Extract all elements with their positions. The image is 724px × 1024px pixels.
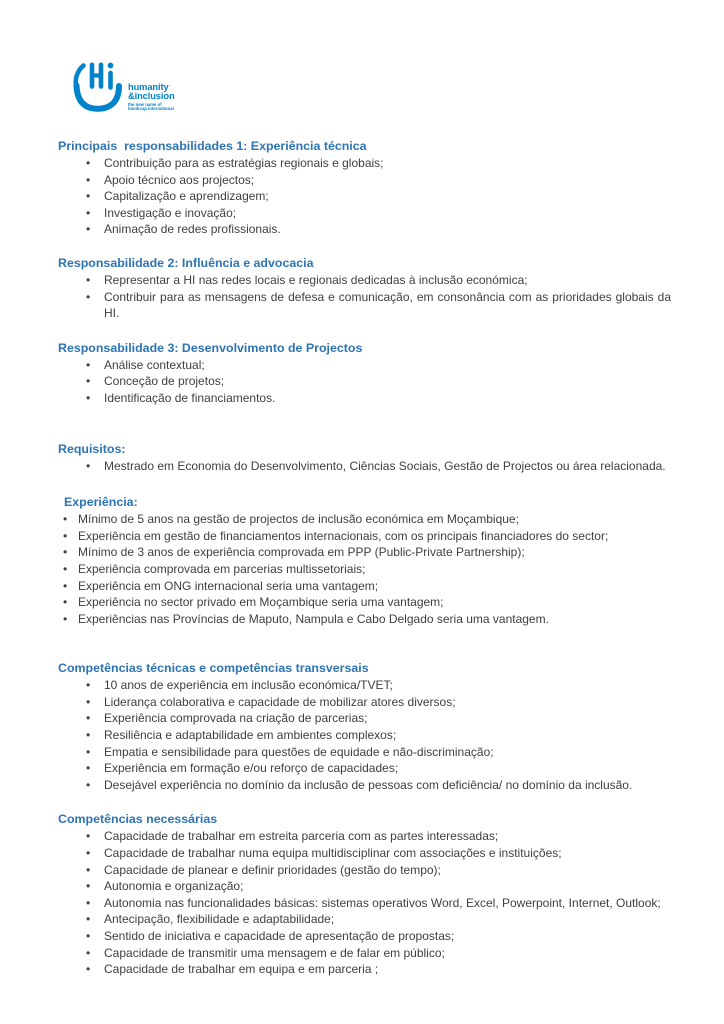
section-responsabilidade-3 — [58, 340, 671, 407]
list-item: • Capacidade de trabalhar numa equipa multidisciplinar com associações e instituições; — [58, 845, 671, 862]
section-experiencia — [58, 494, 671, 627]
logo-tagline-line: the new name of — [128, 101, 162, 107]
logo-tagline — [128, 103, 175, 112]
list-item: • Capacidade de trabalhar em equipa e em parceria ; — [58, 961, 671, 978]
list-item: • Experiência comprovada na criação de parcerias; — [58, 710, 671, 727]
list-item: • Conceção de projetos; — [58, 373, 671, 390]
list-item: • Identificação de financiamentos. — [58, 390, 671, 407]
list-item: • Empatia e sensibilidade para questões de equidade e não-discriminação; — [58, 744, 671, 761]
section-competencias-tecnicas — [58, 660, 671, 793]
section-heading: Responsabilidade 3: Desenvolvimento de Projectos — [58, 340, 363, 355]
list-item: • Experiência em ONG internacional seria uma vantagem; — [58, 578, 671, 595]
bullet-list — [58, 155, 671, 238]
logo-brand-line: &inclusion — [128, 90, 175, 101]
list-item: • Contribuição para as estratégias regionais e globais; — [58, 155, 671, 172]
list-item: • Capitalização e aprendizagem; — [58, 188, 671, 205]
list-item: • Antecipação, flexibilidade e adaptabilidade; — [58, 911, 671, 928]
list-item: • Contribuir para as mensagens de defesa e comunicação, em consonância com as prioridades globais da HI. — [58, 289, 671, 322]
list-item: • Análise contextual; — [58, 357, 671, 374]
list-item: • Experiência no sector privado em Moçambique seria uma vantagem; — [58, 594, 671, 611]
list-item: • Animação de redes profissionais. — [58, 221, 671, 238]
section-heading: Experiência: — [64, 495, 138, 510]
list-item: • Experiências nas Províncias de Maputo, Nampula e Cabo Delgado seria uma vantagem. — [58, 611, 671, 628]
logo-tagline-line: handicap international — [128, 106, 174, 112]
list-item: • Experiência comprovada em parcerias multissetoriais; — [58, 561, 671, 578]
list-item: • Representar a HI nas redes locais e regionais dedicadas à inclusão económica; — [58, 272, 671, 289]
bullet-list — [58, 272, 671, 322]
list-item: • Experiência em gestão de financiamentos internacionais, com os principais financiadores do sector; — [58, 528, 671, 545]
list-item: • Mínimo de 5 anos na gestão de projectos de inclusão económica em Moçambique; — [58, 511, 671, 528]
section-competencias-necessarias — [58, 811, 671, 977]
list-item: • Mestrado em Economia do Desenvolvimento, Ciências Sociais, Gestão de Projectos ou área relacionada. — [58, 458, 671, 475]
list-item: • Autonomia e organização; — [58, 878, 671, 895]
bullet-list — [58, 357, 671, 407]
list-item: • Resiliência e adaptabilidade em ambientes complexos; — [58, 727, 671, 744]
section-heading: Competências técnicas e competências transversais — [58, 661, 369, 676]
list-item: • Capacidade de trabalhar em estreita parceria com as partes interessadas; — [58, 828, 671, 845]
list-item: • 10 anos de experiência em inclusão económica/TVET; — [58, 677, 671, 694]
list-item: • Liderança colaborativa e capacidade de mobilizar atores diversos; — [58, 694, 671, 711]
bullet-list — [58, 458, 671, 475]
bullet-list — [58, 511, 671, 627]
logo-text — [128, 83, 175, 112]
list-item: • Autonomia nas funcionalidades básicas: sistemas operativos Word, Excel, Powerpoint, Internet, Outlook; — [58, 895, 671, 912]
list-item: • Mínimo de 3 anos de experiência comprovada em PPP (Public-Private Partnership); — [58, 544, 671, 561]
bullet-list — [58, 828, 671, 977]
list-item: • Capacidade de transmitir uma mensagem e de falar em público; — [58, 945, 671, 962]
section-heading: Responsabilidade 2: Influência e advocacia — [58, 255, 314, 270]
list-item: • Desejável experiência no domínio da inclusão de pessoas com deficiência/ no domínio da inclusão. — [58, 777, 671, 794]
section-requisitos — [58, 441, 671, 475]
hi-logo — [72, 62, 671, 113]
section-heading: Competências necessárias — [58, 812, 218, 827]
list-item: • Sentido de iniciativa e capacidade de apresentação de propostas; — [58, 928, 671, 945]
list-item: • Investigação e inovação; — [58, 205, 671, 222]
section-heading: Principais responsabilidades 1: Experiência técnica — [58, 139, 367, 153]
bullet-list — [58, 677, 671, 793]
section-principais-responsabilidades-1 — [58, 138, 671, 238]
hi-hand-logo-icon — [72, 62, 125, 113]
list-item: • Experiência em formação e/ou reforço de capacidades; — [58, 760, 671, 777]
list-item: • Apoio técnico aos projectos; — [58, 172, 671, 189]
list-item: • Capacidade de planear e definir prioridades (gestão do tempo); — [58, 862, 671, 879]
section-heading: Requisitos: — [58, 441, 126, 456]
logo-brand-line: humanity — [128, 81, 169, 92]
section-responsabilidade-2 — [58, 255, 671, 322]
